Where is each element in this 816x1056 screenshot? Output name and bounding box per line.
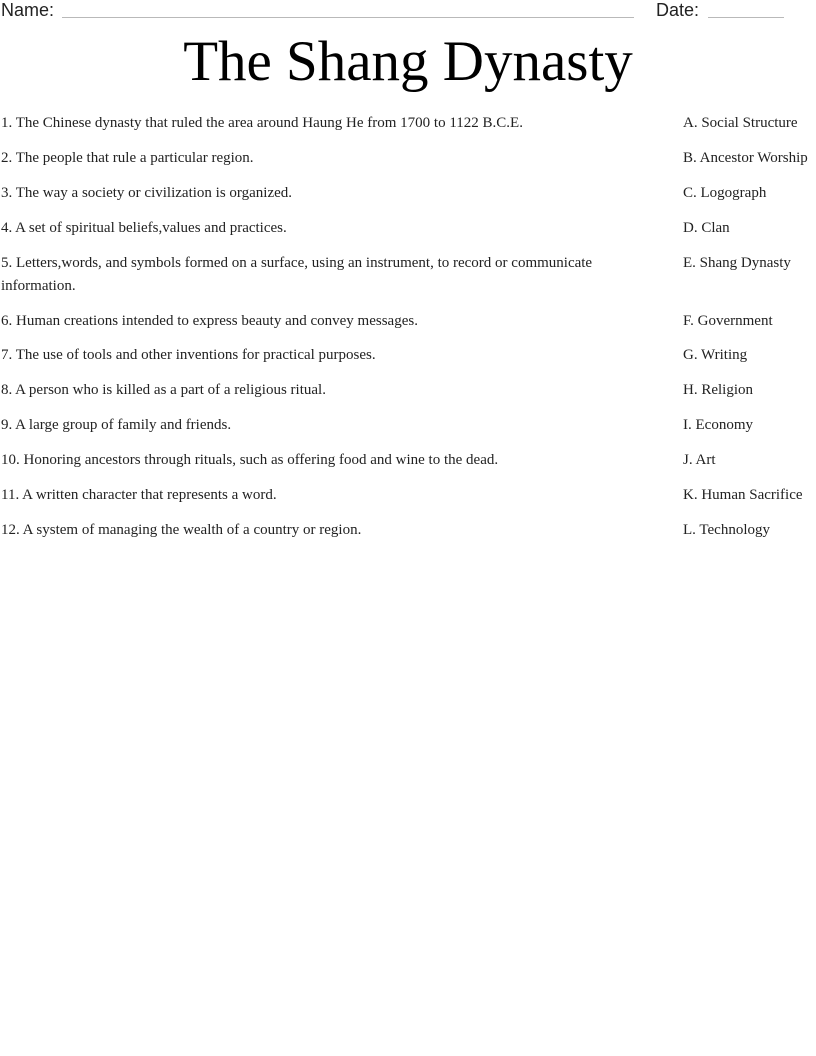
answer-g: G. Writing xyxy=(683,347,748,363)
answer-h: H. Religion xyxy=(683,382,753,398)
clue-8: 8. A person who is killed as a part of a religious ritual. xyxy=(1,382,326,398)
clue-11: 11. A written character that represents a word. xyxy=(1,487,277,503)
answer-f: F. Government xyxy=(683,313,773,329)
page-title: The Shang Dynasty xyxy=(183,30,633,93)
answer-e: E. Shang Dynasty xyxy=(683,255,791,271)
clue-9: 9. A large group of family and friends. xyxy=(1,417,232,433)
name-field-line[interactable] xyxy=(62,17,634,18)
clue-1: 1. The Chinese dynasty that ruled the area around Haung He from 1700 to 1122 B.C.E. xyxy=(1,115,523,131)
clue-2: 2. The people that rule a particular region. xyxy=(1,150,254,166)
answer-b: B. Ancestor Worship xyxy=(683,150,808,166)
clue-3: 3. The way a society or civilization is organized. xyxy=(1,185,293,201)
clue-6: 6. Human creations intended to express beauty and convey messages. xyxy=(1,313,418,329)
name-label: Name: xyxy=(1,0,55,20)
clue-10: 10. Honoring ancestors through rituals, such as offering food and wine to the dead. xyxy=(1,452,499,468)
clue-5: 5. Letters,words, and symbols formed on a surface, using an instrument, to record or communicate information. xyxy=(1,255,593,294)
clue-4: 4. A set of spiritual beliefs,values and practices. xyxy=(1,220,287,236)
answer-k: K. Human Sacrifice xyxy=(683,487,803,503)
answer-c: C. Logograph xyxy=(683,185,767,201)
date-field-line[interactable] xyxy=(708,17,784,18)
answer-a: A. Social Structure xyxy=(683,115,798,131)
clue-12: 12. A system of managing the wealth of a country or region. xyxy=(1,522,362,538)
answer-l: L. Technology xyxy=(683,522,770,538)
clue-7: 7. The use of tools and other inventions for practical purposes. xyxy=(1,347,376,363)
answer-d: D. Clan xyxy=(683,220,730,236)
date-label: Date: xyxy=(656,0,700,20)
header xyxy=(0,0,816,24)
answer-j: J. Art xyxy=(683,452,716,468)
answer-i: I. Economy xyxy=(683,417,753,433)
